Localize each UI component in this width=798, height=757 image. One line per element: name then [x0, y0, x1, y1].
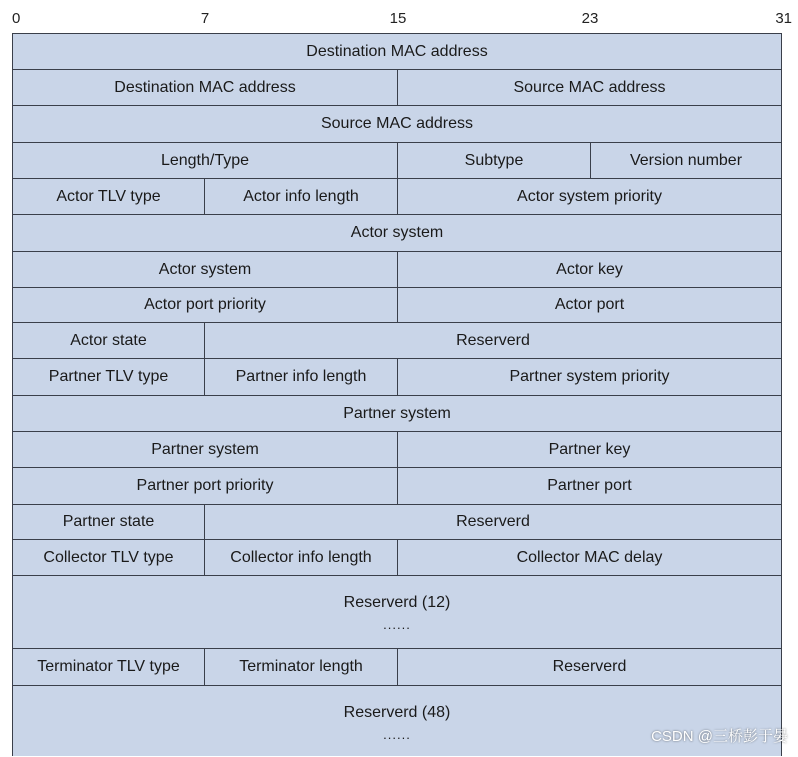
field-row — [13, 70, 781, 106]
field-row — [13, 323, 781, 359]
ellipsis-marker: ...... — [383, 726, 411, 742]
field-row — [13, 576, 781, 649]
field-row — [13, 288, 781, 323]
bit-label-15: 15 — [389, 10, 407, 27]
field-source-mac-address: Source MAC address — [513, 78, 666, 96]
field-partner-system-priority: Partner system priority — [509, 368, 670, 385]
field-partner-port-priority: Partner port priority — [13, 468, 398, 504]
field-actor-tlv-type: Actor TLV type — [13, 179, 205, 214]
field-partner-state: Partner state — [13, 505, 205, 539]
watermark: CSDN @三桥彭于晏 — [651, 728, 788, 745]
bit-label-7: 7 — [200, 10, 210, 27]
bit-ruler — [0, 0, 798, 32]
field-reserved-12-label: Reserverd (12) — [343, 594, 451, 611]
field-actor-state: Actor state — [13, 323, 205, 358]
ellipsis-marker: ...... — [383, 617, 411, 632]
field-collector-max-delay: Collector MAC delay — [516, 548, 663, 566]
field-actor-system: Actor system — [13, 252, 398, 287]
bit-label-0: 0 — [12, 10, 21, 27]
bit-label-23: 23 — [581, 10, 599, 27]
field-row — [13, 143, 781, 179]
field-partner-system: Partner system — [13, 432, 398, 467]
field-destination-mac-address: Destination MAC address — [306, 42, 488, 60]
field-actor-system-priority: Actor system priority — [517, 187, 662, 205]
field-reserved: Reserverd — [456, 513, 530, 530]
field-row — [13, 540, 781, 576]
field-row — [13, 34, 781, 70]
field-reserved-48 — [13, 686, 781, 757]
lacpdu-frame-diagram — [12, 33, 782, 756]
field-partner-port: Partner port — [547, 477, 632, 494]
field-row — [13, 505, 781, 540]
field-partner-info-length: Partner info length — [205, 359, 398, 395]
field-row — [13, 359, 781, 396]
field-row — [13, 468, 781, 505]
field-terminator-length: Terminator length — [205, 649, 398, 685]
field-row — [13, 179, 781, 215]
field-terminator-tlv-type: Terminator TLV type — [13, 649, 205, 685]
field-row — [13, 215, 781, 252]
field-actor-system: Actor system — [350, 224, 444, 241]
bit-label-31: 31 — [775, 10, 792, 27]
field-source-mac-address: Source MAC address — [320, 115, 474, 132]
field-reserved: Reserverd — [552, 658, 627, 675]
field-row — [13, 432, 781, 468]
field-collector-tlv-type: Collector TLV type — [13, 540, 205, 575]
field-partner-tlv-type: Partner TLV type — [13, 359, 205, 395]
field-partner-key: Partner key — [548, 440, 631, 458]
field-partner-system: Partner system — [343, 404, 451, 422]
field-actor-port-priority: Actor port priority — [13, 288, 398, 322]
field-length-type: Length/Type — [13, 143, 398, 178]
field-subtype: Subtype — [398, 143, 591, 178]
field-reserved: Reserverd — [456, 331, 530, 349]
field-row — [13, 396, 781, 432]
field-actor-port: Actor port — [554, 296, 625, 313]
field-reserved-12 — [13, 576, 781, 648]
field-row — [13, 686, 781, 757]
field-collector-info-length: Collector info length — [205, 540, 398, 575]
field-destination-mac-address: Destination MAC address — [13, 70, 398, 105]
field-version-number: Version number — [629, 151, 743, 169]
field-row — [13, 649, 781, 686]
field-actor-info-length: Actor info length — [205, 179, 398, 214]
field-row — [13, 252, 781, 288]
field-reserved-48-label: Reserverd (48) — [343, 703, 451, 721]
field-actor-key: Actor key — [556, 260, 623, 278]
field-row — [13, 106, 781, 143]
